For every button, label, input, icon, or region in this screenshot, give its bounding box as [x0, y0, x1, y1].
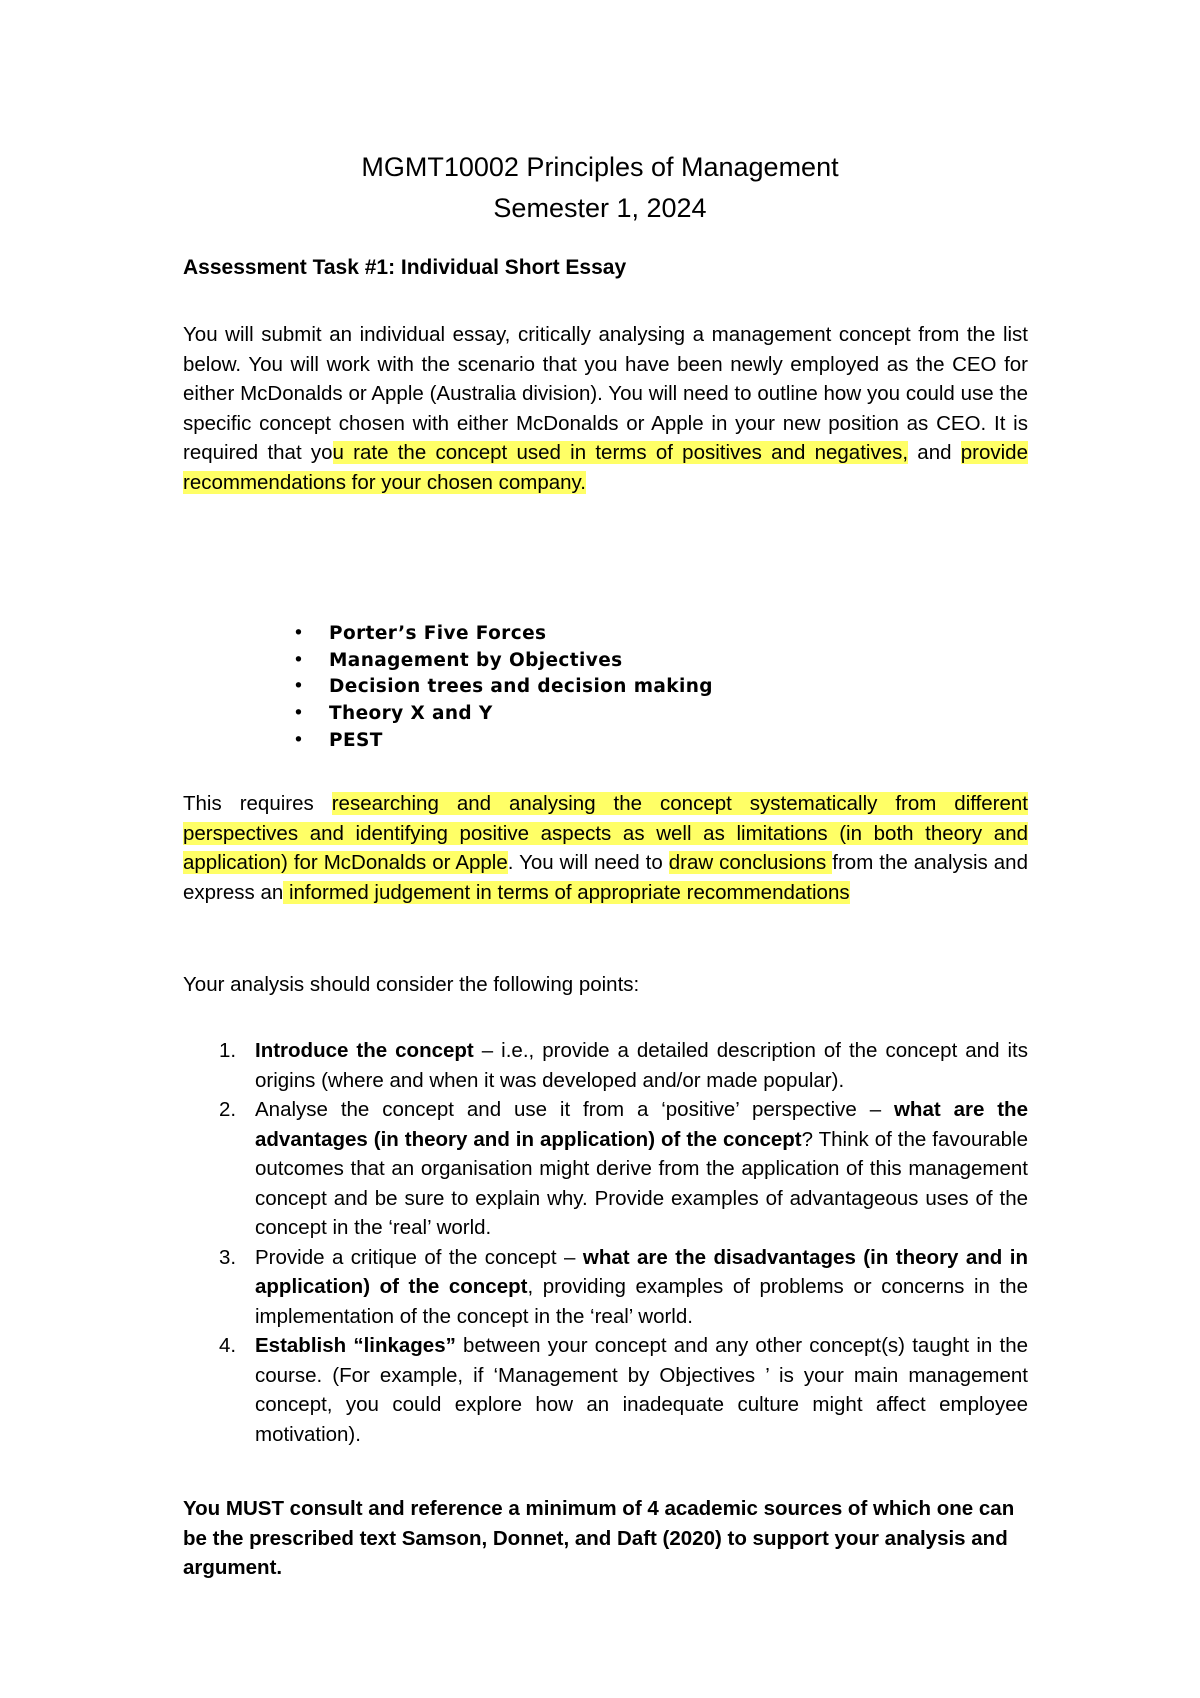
requires-highlight-research: researching and analysing the concept systematically from different perspectives and identifying positive aspects as well as limitations (in both theory and application) for McDonalds or Apple: [183, 792, 1029, 874]
intro-paragraph: [183, 320, 1028, 497]
task-heading: Assessment Task #1: Individual Short Essay: [183, 256, 627, 279]
list-item: [183, 1243, 1028, 1332]
list-item: [293, 701, 713, 728]
list-item: [293, 621, 713, 648]
point-number: 1.: [219, 1039, 237, 1062]
course-title: MGMT10002 Principles of Management: [361, 152, 839, 182]
bullet-icon: •: [293, 623, 305, 644]
point-bold: what are the advantages (in theory and in application) of the concept: [255, 1098, 1028, 1151]
requires-highlight-conclusions: draw conclusions: [668, 851, 833, 874]
list-item: [293, 728, 713, 755]
bullet-icon: •: [293, 703, 305, 725]
requirements-paragraph: [183, 789, 1028, 907]
point-bold: Establish “linkages”: [255, 1334, 456, 1357]
concept-label: Decision trees and decision making: [329, 676, 713, 698]
point-text: – i.e., provide a detailed description of the concept and its origins (where and when it was developed and/or made popular).: [255, 1039, 1028, 1092]
point-text: between your concept and any other concept(s) taught in the course. (For example, if ‘Management by Objectives ’ is your main management concept, you could explore how an inadequate culture might affect employee motivation).: [255, 1334, 1029, 1446]
intro-text-and: and: [908, 441, 961, 464]
point-number: 2.: [219, 1098, 237, 1121]
requires-text-3: from the analysis and express an: [183, 851, 1028, 904]
requires-text: This requires: [183, 792, 332, 815]
analysis-points-list: [183, 1036, 1028, 1449]
requires-highlight-judgement: informed judgement in terms of appropriate recommendations: [283, 880, 850, 904]
requires-text-2: . You will need to: [507, 851, 669, 874]
semester-title: Semester 1, 2024: [493, 193, 707, 223]
must-reference-statement: You MUST consult and reference a minimum of 4 academic sources of which one can be the prescribed text Samson, Donnet, and Daft (2020) to support your analysis and argument.: [183, 1497, 1015, 1579]
list-item: [293, 674, 713, 701]
concept-label: Theory X and Y: [329, 703, 493, 725]
point-bold: what are the disadvantages (in theory and in application) of the concept: [255, 1245, 1028, 1298]
point-number: 3.: [219, 1245, 237, 1269]
list-item: [183, 1095, 1028, 1243]
bullet-icon: •: [293, 676, 305, 698]
concept-label: Porter’s Five Forces: [329, 623, 547, 644]
concept-list: [293, 621, 713, 755]
point-bold: Introduce the concept: [255, 1039, 474, 1062]
intro-text: You will submit an individual essay, critically analysing a management concept from the list below. You will work with the scenario that you have been newly employed as the CEO for either McDonalds or Apple (Australia division). You will need to outline how you could use the specific concept chosen with either McDonalds or Apple in your new position as CEO. It is required that yo: [183, 323, 1028, 464]
intro-highlight-rate: u rate the concept used in terms of positives and negatives,: [332, 441, 909, 464]
concept-label: Management by Objectives: [329, 649, 623, 671]
point-text-2: ? Think of the favourable outcomes that an organisation might derive from the application of this management concept and be sure to explain why. Provide examples of advantageous uses of the concept in the ‘real’ world.: [255, 1127, 1028, 1239]
point-text: Analyse the concept and use it from a ‘positive’ perspective –: [255, 1098, 894, 1121]
list-item: [183, 1036, 1028, 1095]
point-text-2: , providing examples of problems or concerns in the implementation of the concept in the ‘real’ world.: [255, 1275, 1028, 1328]
consider-heading: Your analysis should consider the following points:: [183, 973, 640, 996]
bullet-icon: •: [293, 649, 305, 671]
bullet-icon: •: [293, 729, 305, 751]
list-item: [293, 648, 713, 675]
intro-highlight-recommendations: provide recommendations for your chosen company.: [183, 441, 1028, 494]
point-text: Provide a critique of the concept –: [255, 1245, 583, 1269]
list-item: [183, 1331, 1028, 1449]
point-number: 4.: [219, 1334, 237, 1357]
concept-label: PEST: [329, 729, 383, 751]
